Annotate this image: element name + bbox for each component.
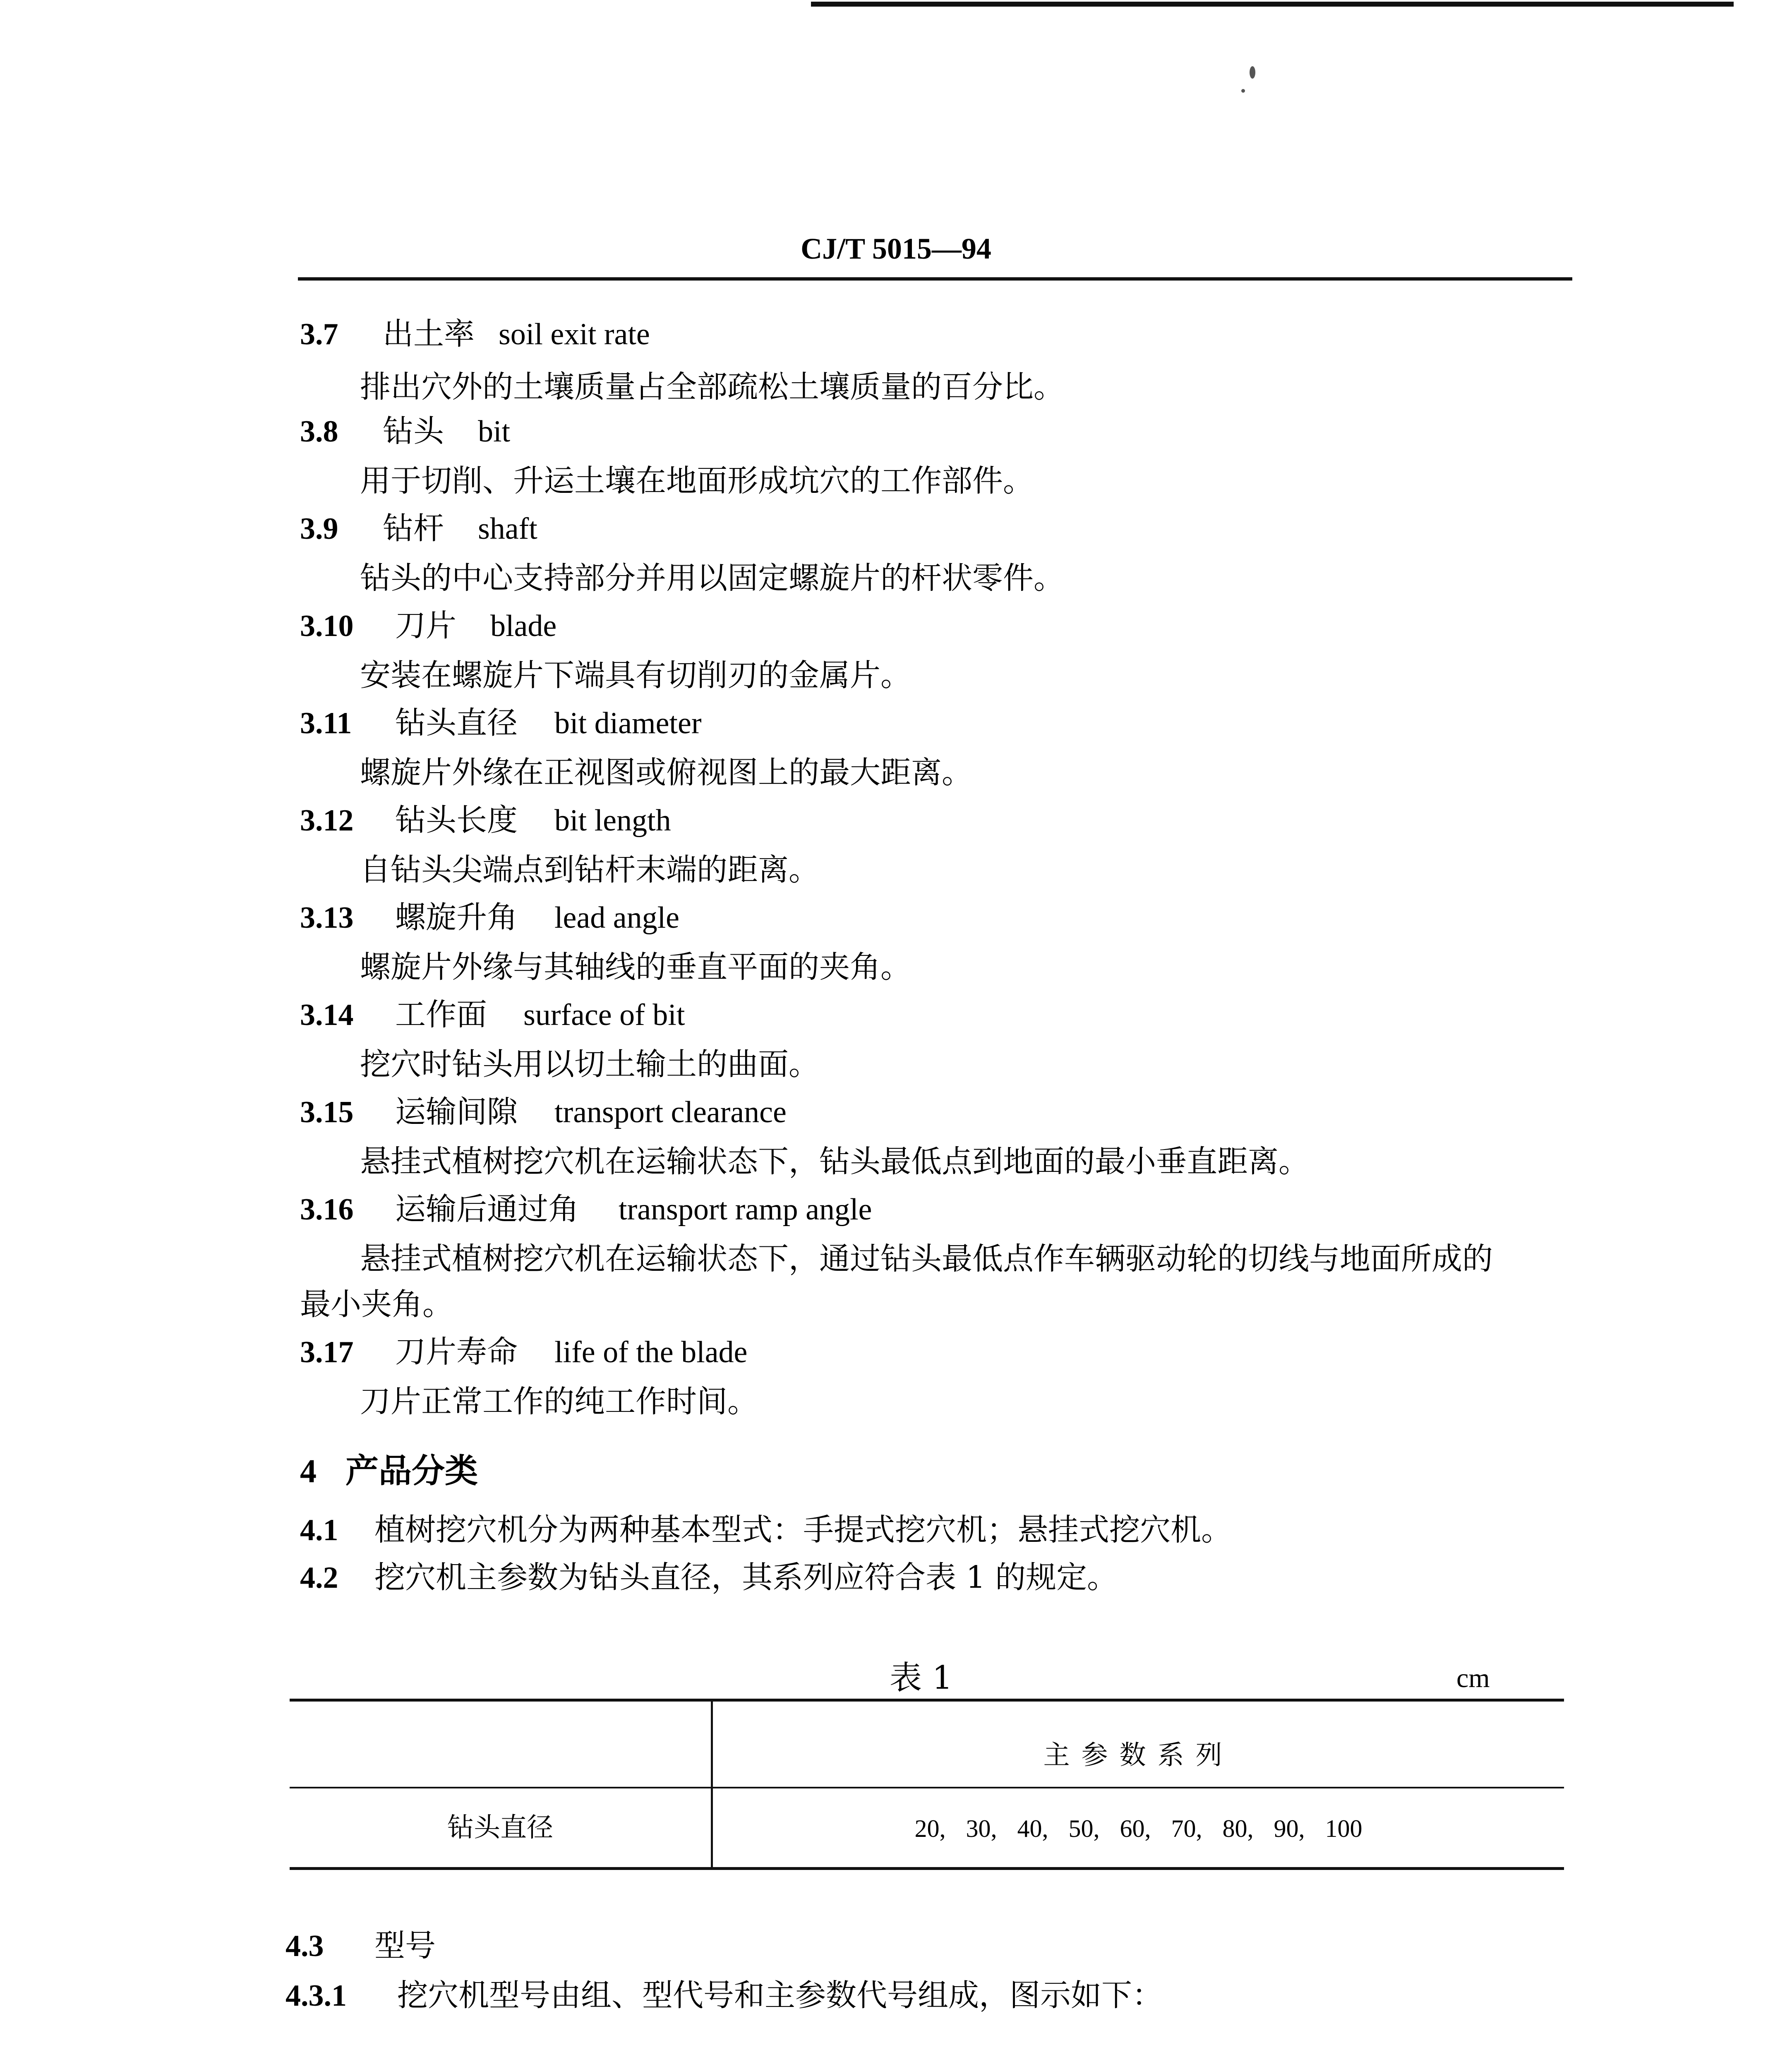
clause-line (300, 1512, 1232, 1548)
term-english: bit diameter (554, 706, 702, 740)
table-header-rule (290, 1787, 1564, 1788)
term-chinese: 刀片 (395, 608, 456, 643)
table-column-header: 主参数系列 (1043, 1740, 1234, 1771)
term-chinese: 钻头直径 (395, 705, 518, 741)
clause-number: 3.7 (300, 317, 338, 351)
clause-line (285, 1930, 436, 1961)
definition-text: 钻头的中心支持部分并用以固定螺旋片的杆状零件。 (360, 560, 1064, 596)
clause-number: 4.3.1 (285, 1979, 347, 2013)
section-heading (300, 1444, 478, 1492)
top-scan-line (811, 2, 1734, 7)
definition-text: 螺旋片外缘在正视图或俯视图上的最大距离。 (360, 755, 972, 790)
term-english: surface of bit (523, 998, 685, 1032)
term-english: blade (490, 609, 557, 643)
header-rule (298, 277, 1572, 281)
term-chinese: 钻头 (383, 413, 444, 449)
definition-text: 自钻头尖端点到钻杆末端的距离。 (360, 852, 819, 888)
table-row-values: 20, 30, 40, 50, 60, 70, 80, 90, 100 (914, 1815, 1363, 1842)
term-english: life of the blade (554, 1335, 748, 1369)
clause-text: 挖穴机型号由组、型代号和主参数代号组成，图示如下： (397, 1978, 1163, 2013)
term-english: bit (478, 415, 511, 449)
clause-text: 挖穴机主参数为钻头直径，其系列应符合表 1 的规定。 (374, 1560, 1118, 1595)
term-chinese: 运输后通过角 (395, 1191, 579, 1227)
table-bottom-rule (290, 1867, 1564, 1870)
term-english: bit length (554, 804, 671, 838)
clause-number: 3.9 (300, 512, 338, 546)
clause-line (300, 1562, 1118, 1593)
table-caption: 表 1 (890, 1659, 953, 1697)
clause-text: 植树挖穴机分为两种基本型式：手提式挖穴机；悬挂式挖穴机。 (374, 1512, 1232, 1548)
term-english: lead angle (554, 901, 679, 935)
clause-number: 4.1 (300, 1513, 338, 1547)
definition-text: 螺旋片外缘与其轴线的垂直平面的夹角。 (360, 949, 911, 985)
table-column-divider (711, 1700, 713, 1870)
definition-text: 排出穴外的土壤质量占全部疏松土壤质量的百分比。 (360, 369, 1064, 405)
clause-number: 3.17 (300, 1335, 354, 1369)
definition-heading (300, 513, 537, 544)
term-chinese: 出土率 (383, 316, 475, 352)
term-chinese: 螺旋升角 (395, 900, 518, 935)
section-title: 产品分类 (345, 1451, 478, 1490)
definition-heading (300, 802, 671, 838)
definition-text: 挖穴时钻头用以切土输土的曲面。 (360, 1047, 819, 1082)
term-english: soil exit rate (499, 317, 650, 351)
definition-heading (300, 999, 685, 1030)
page-header-code: CJ/T 5015—94 (801, 232, 991, 265)
clause-line (285, 1980, 1163, 2011)
clause-number: 3.16 (300, 1193, 354, 1227)
clause-number: 3.15 (300, 1095, 354, 1129)
clause-number: 4.2 (300, 1561, 338, 1595)
definition-heading (300, 316, 650, 352)
clause-text: 型号 (374, 1928, 436, 1963)
definition-heading (300, 1334, 748, 1370)
definition-text: 安装在螺旋片下端具有切削刃的金属片。 (360, 658, 911, 693)
term-chinese: 钻头长度 (395, 802, 518, 838)
table-row-label: 钻头直径 (447, 1812, 553, 1843)
scan-speck (1250, 66, 1255, 79)
table-unit: cm (1456, 1663, 1490, 1693)
definition-text: 刀片正常工作的纯工作时间。 (360, 1384, 758, 1419)
term-english: transport clearance (554, 1095, 787, 1129)
definition-heading (300, 705, 702, 741)
clause-number: 3.14 (300, 998, 354, 1032)
clause-number: 4.3 (285, 1929, 324, 1963)
definition-text: 悬挂式植树挖穴机在运输状态下，通过钻头最低点作车辆驱动轮的切线与地面所成的 (360, 1241, 1493, 1277)
term-chinese: 钻杆 (383, 511, 444, 546)
definition-heading (300, 610, 557, 641)
term-chinese: 工作面 (395, 997, 487, 1032)
clause-number: 3.12 (300, 804, 354, 838)
definition-text: 用于切削、升运土壤在地面形成坑穴的工作部件。 (360, 463, 1034, 499)
clause-number: 3.10 (300, 609, 354, 643)
term-english: shaft (478, 512, 537, 546)
definition-heading (300, 1191, 872, 1227)
section-number: 4 (300, 1453, 317, 1490)
scan-speck (1241, 89, 1245, 93)
definition-heading (300, 413, 511, 449)
definition-text: 悬挂式植树挖穴机在运输状态下，钻头最低点到地面的最小垂直距离。 (360, 1144, 1309, 1179)
table-top-rule (290, 1699, 1564, 1702)
clause-number: 3.11 (300, 706, 352, 740)
definition-text-continuation: 最小夹角。 (300, 1287, 453, 1322)
clause-number: 3.8 (300, 415, 338, 449)
definition-heading (300, 1094, 787, 1130)
definition-heading (300, 902, 679, 933)
term-english: transport ramp angle (619, 1193, 872, 1227)
term-chinese: 运输间隙 (395, 1094, 518, 1130)
clause-number: 3.13 (300, 901, 354, 935)
term-chinese: 刀片寿命 (395, 1334, 518, 1370)
